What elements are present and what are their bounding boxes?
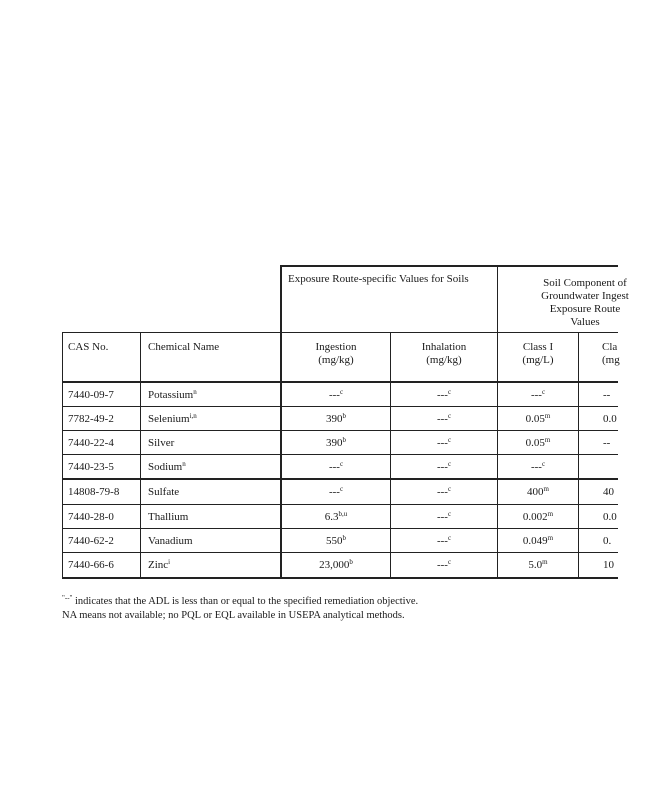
cell-class1-value: 5.0 <box>528 559 543 571</box>
cell-cas <box>68 511 114 524</box>
cell-chemical <box>148 559 170 572</box>
cell-inhalation-footnote: c <box>447 510 452 518</box>
cell-chemical-value: Selenium <box>148 413 190 425</box>
cell-class1-value: 400 <box>527 486 544 498</box>
cell-class1-value: 0.002 <box>522 511 548 523</box>
header-groundwater-line: Values <box>570 316 600 328</box>
row-rule <box>62 504 618 505</box>
cell-ingestion-footnote: b,u <box>338 510 348 518</box>
row-rule <box>62 430 618 431</box>
cell-chemical-value: Zinc <box>148 559 169 571</box>
header-class1-unit: (mg/L) <box>522 354 554 366</box>
cell-class1 <box>498 413 578 426</box>
cell-chemical-value: Thallium <box>148 511 189 523</box>
cell-class2-value: 0.0 <box>603 413 617 425</box>
cell-ingestion-value: 23,000 <box>319 559 350 571</box>
cell-inhalation-value: --- <box>436 486 448 498</box>
cell-class2-value: 40 <box>603 486 614 498</box>
cell-class1-footnote: m <box>542 558 548 566</box>
cell-inhalation-value: --- <box>436 437 448 449</box>
cell-chemical-value: Silver <box>148 437 175 449</box>
cell-class1 <box>498 559 578 572</box>
header-group-rule <box>62 332 618 333</box>
cell-ingestion-value: 390 <box>326 413 343 425</box>
header-ingestion-unit: (mg/kg) <box>318 354 354 366</box>
header-exposure-group: Exposure Route-specific Values for Soils <box>288 273 469 285</box>
cell-chemical-footnote: i <box>168 558 171 566</box>
cell-chemical-value: Vanadium <box>148 535 193 547</box>
cell-chemical <box>148 413 197 426</box>
cell-inhalation-footnote: c <box>447 388 452 396</box>
note-adl-text: indicates that the ADL is less than or equal to the specified remediation objective. <box>72 596 419 607</box>
cell-inhalation <box>391 559 497 572</box>
cell-class1-footnote: c <box>541 388 546 396</box>
cell-class2-value: -- <box>603 389 611 401</box>
cell-inhalation-footnote: c <box>447 485 452 493</box>
cell-inhalation <box>391 511 497 524</box>
cell-ingestion <box>282 389 390 402</box>
cell-class1 <box>498 461 578 474</box>
cell-inhalation <box>391 413 497 426</box>
cell-ingestion-footnote: b <box>342 412 346 420</box>
note-adl-mark: "--" <box>62 594 73 602</box>
cell-chemical <box>148 461 186 474</box>
cell-inhalation <box>391 437 497 450</box>
cell-ingestion-value: 6.3 <box>324 511 339 523</box>
header-ingestion-line: Ingestion <box>315 341 357 353</box>
cell-inhalation <box>391 389 497 402</box>
row-rule <box>62 528 618 529</box>
note-na: NA means not available; no PQL or EQL available in USEPA analytical methods. <box>62 610 405 621</box>
cell-ingestion-footnote: b <box>342 534 346 542</box>
cell-ingestion-value: --- <box>328 389 340 401</box>
cell-ingestion-value: 550 <box>326 535 343 547</box>
row-rule <box>62 552 618 553</box>
cell-ingestion <box>282 511 390 524</box>
header-groundwater-line: Soil Component of <box>543 277 627 289</box>
cell-class1 <box>498 486 578 499</box>
cell-class2 <box>603 511 617 524</box>
header-chemical-name: Chemical Name <box>148 341 220 353</box>
cell-class1 <box>498 535 578 548</box>
cell-class2-value: -- <box>603 437 611 449</box>
cell-cas <box>68 461 114 474</box>
cell-ingestion-footnote: b <box>342 436 346 444</box>
cell-cas-value: 7440-09-7 <box>68 389 114 401</box>
cell-class1 <box>498 437 578 450</box>
cell-class1 <box>498 511 578 524</box>
cell-ingestion-footnote: b <box>349 558 353 566</box>
cell-cas-value: 7440-66-6 <box>68 559 114 571</box>
cell-inhalation <box>391 461 497 474</box>
cell-ingestion-value: --- <box>328 486 340 498</box>
cell-class2 <box>603 413 617 426</box>
cell-class1-footnote: m <box>544 436 551 444</box>
cell-class1-footnote: m <box>544 412 551 420</box>
cell-ingestion-value: --- <box>328 461 340 473</box>
cell-cas-value: 7440-22-4 <box>68 437 114 449</box>
row-rule <box>62 454 618 455</box>
cell-class1-value: 0.05 <box>525 413 545 425</box>
cell-class1-footnote: c <box>541 460 546 468</box>
cell-cas-value: 7440-23-5 <box>68 461 114 473</box>
cell-cas-value: 7782-49-2 <box>68 413 114 425</box>
cell-chemical-value: Potassium <box>148 389 194 401</box>
header-class2 <box>602 341 620 367</box>
header-class2-line: Cla <box>602 341 618 353</box>
table-bottom-rule <box>62 577 618 579</box>
col-rule-cas <box>140 332 141 578</box>
cell-class1-value: --- <box>530 461 542 473</box>
cell-chemical <box>148 389 197 402</box>
cell-ingestion <box>282 486 390 499</box>
cell-cas <box>68 389 114 402</box>
cell-ingestion-footnote: c <box>339 460 344 468</box>
cell-ingestion-footnote: c <box>339 485 344 493</box>
cell-class1-footnote: m <box>547 510 554 518</box>
cell-class1-value: 0.049 <box>522 535 548 547</box>
cell-chemical-value: Sulfate <box>148 486 180 498</box>
header-cas-no: CAS No. <box>68 341 109 353</box>
cell-inhalation-footnote: c <box>447 534 452 542</box>
cell-class1-value: 0.05 <box>525 437 545 449</box>
cell-inhalation-footnote: c <box>447 412 452 420</box>
header-inhalation-line: Inhalation <box>421 341 467 353</box>
cell-class1-value: --- <box>530 389 542 401</box>
cell-cas-value: 7440-62-2 <box>68 535 114 547</box>
header-groundwater-line: Exposure Route <box>549 303 621 315</box>
cell-inhalation-footnote: c <box>447 436 452 444</box>
cell-class2 <box>603 437 610 450</box>
cell-class2 <box>603 535 611 548</box>
cell-class1-footnote: m <box>543 485 549 493</box>
cell-ingestion <box>282 559 390 572</box>
cell-chemical <box>148 535 193 548</box>
cell-inhalation-value: --- <box>436 461 448 473</box>
cell-cas-value: 14808-79-8 <box>68 486 120 498</box>
row-rule <box>62 406 618 407</box>
cell-inhalation-value: --- <box>436 559 448 571</box>
cell-ingestion-footnote: c <box>339 388 344 396</box>
cell-class2 <box>603 559 614 572</box>
cell-chemical-footnote: n <box>182 460 186 468</box>
cell-inhalation <box>391 486 497 499</box>
cell-chemical-footnote: i,n <box>189 412 197 420</box>
cell-inhalation-value: --- <box>436 535 448 547</box>
cell-chemical-value: Sodium <box>148 461 183 473</box>
header-groundwater-group <box>500 277 670 329</box>
cell-inhalation-value: --- <box>436 389 448 401</box>
header-groundwater-line: Groundwater Ingest <box>541 290 629 302</box>
col-rule-class1 <box>578 332 579 578</box>
col-rule-left <box>62 332 63 578</box>
cell-class1-footnote: m <box>547 534 554 542</box>
cell-ingestion-value: 390 <box>326 437 343 449</box>
table-top-rule <box>280 265 618 267</box>
cell-chemical <box>148 437 174 450</box>
cell-cas <box>68 486 119 499</box>
cell-inhalation-value: --- <box>436 511 448 523</box>
cell-cas <box>68 559 114 572</box>
cell-inhalation <box>391 535 497 548</box>
cell-ingestion <box>282 437 390 450</box>
cell-cas-value: 7440-28-0 <box>68 511 114 523</box>
cell-class2-value: 0.0 <box>603 511 617 523</box>
cell-ingestion <box>282 413 390 426</box>
header-bottom-rule <box>62 381 618 383</box>
cell-class2-value: 0. <box>603 535 612 547</box>
header-class2-unit: (mg <box>602 354 620 366</box>
cell-chemical-footnote: n <box>193 388 197 396</box>
cell-inhalation-footnote: c <box>447 558 452 566</box>
cell-class2 <box>603 389 610 402</box>
cell-cas <box>68 437 114 450</box>
header-ingestion <box>282 341 390 367</box>
cell-ingestion <box>282 535 390 548</box>
header-inhalation-unit: (mg/kg) <box>426 354 462 366</box>
cell-inhalation-value: --- <box>436 413 448 425</box>
cell-chemical <box>148 511 188 524</box>
header-class1 <box>498 341 578 367</box>
cell-class2 <box>603 486 614 499</box>
cell-class2-value: 10 <box>603 559 614 571</box>
cell-ingestion <box>282 461 390 474</box>
row-rule <box>62 478 618 480</box>
cell-cas <box>68 413 114 426</box>
note-adl <box>62 595 418 608</box>
cell-class1 <box>498 389 578 402</box>
cell-cas <box>68 535 114 548</box>
header-class1-line: Class I <box>522 341 554 353</box>
cell-chemical <box>148 486 179 499</box>
header-inhalation <box>391 341 497 367</box>
cell-inhalation-footnote: c <box>447 460 452 468</box>
